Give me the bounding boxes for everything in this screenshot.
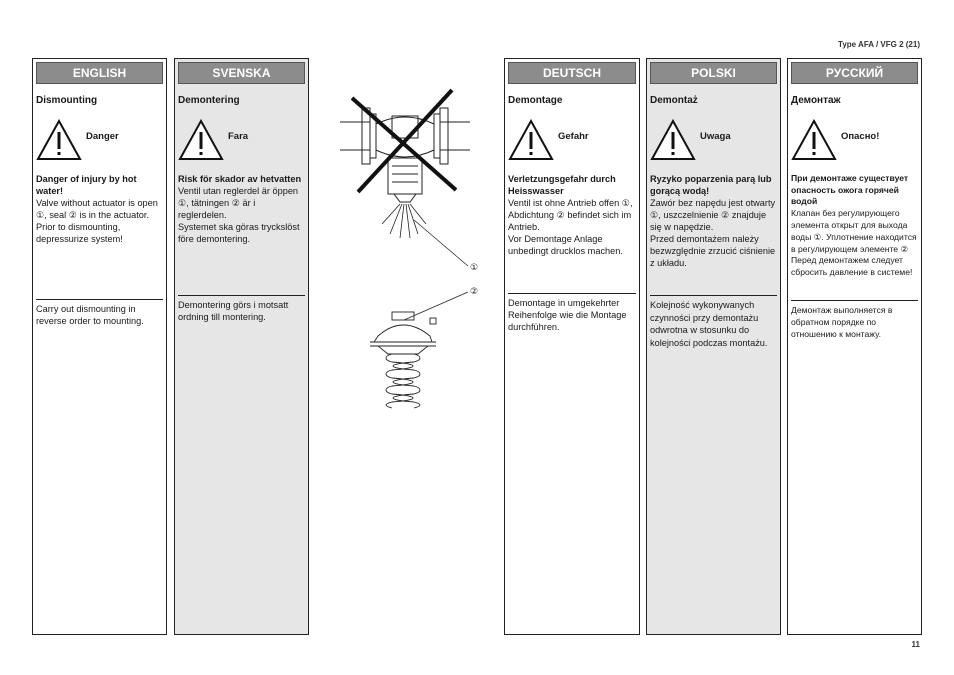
section-title: Demontage (508, 95, 563, 106)
cross-line (358, 90, 452, 192)
warning-label: Uwaga (700, 131, 731, 142)
column-header: ENGLISH (36, 62, 163, 84)
column-polski (646, 58, 781, 635)
warning-block (791, 117, 918, 163)
divider (508, 293, 636, 294)
warning-block (178, 117, 305, 163)
column-header: POLSKI (650, 62, 777, 84)
lower-text: Carry out dismounting in reverse order to mounting. (36, 304, 144, 326)
callout-2: ② (470, 287, 479, 297)
section-title: Demontering (178, 95, 240, 106)
column-english (32, 58, 167, 635)
risk-text: При демонтаже существует опасность ожога горячей водой (791, 172, 909, 207)
warning-label: Danger (86, 131, 119, 142)
column-header: SVENSKA (178, 62, 305, 84)
divider (36, 299, 163, 300)
lower-text: Demontering görs i motsatt ordning till montering. (178, 300, 289, 322)
body-text: Ventil ist ohne Antrieb offen ①, Abdichtung ② befindet sich im Antrieb. Vor Demontage Anlage unbedingt drucklos machen. (508, 198, 633, 256)
lower-text: Kolejność wykonywanych czynności przy demontażu odwrotna w stosunku do kolejności podczas montażu. (650, 300, 768, 348)
divider (178, 295, 305, 296)
warning-triangle-icon (650, 119, 696, 161)
column-deutsch (504, 58, 640, 635)
warning-triangle-icon (791, 119, 837, 161)
warning-triangle-icon (178, 119, 224, 161)
column-header: РУССКИЙ (791, 62, 918, 84)
page-number: 11 (911, 640, 920, 649)
callout-line-1 (414, 220, 468, 266)
water-spray (382, 204, 426, 238)
warning-block (650, 117, 777, 163)
warning-label: Опасно! (841, 130, 880, 142)
lower-text: Демонтаж выполняется в обратном порядке по отношению к монтажу. (791, 305, 893, 339)
risk-text: Ryzyko poparzenia parą lub gorącą wodą! (650, 174, 772, 196)
risk-text: Verletzungsgefahr durch Heisswasser (508, 174, 616, 196)
body-text: Ventil utan reglerdel är öppen ①, tätningen ② är i reglerdelen. Systemet ska göras tryckslöst före demontering. (178, 186, 300, 244)
body-text: Zawór bez napędu jest otwarty ①, uszczelnienie ② znajduje się w napędzie. Przed demontażem należy bezwzględnie zrzucić ciśnienie z układu. (650, 198, 776, 268)
section-title: Dismounting (36, 95, 98, 106)
divider (650, 295, 777, 296)
column-russian (787, 58, 922, 635)
warning-triangle-icon (508, 119, 554, 161)
warning-block (36, 117, 163, 163)
risk-text: Danger of injury by hot water! (36, 174, 137, 196)
column-svenska (174, 58, 309, 635)
body-text: Клапан без регулирующего элемента открыт для выхода воды ①. Уплотнение находится в регулирующем элементе ② Перед демонтажем следует сбросить давление в системе! (791, 208, 917, 278)
callout-1: ① (470, 263, 479, 273)
warning-label: Gefahr (558, 131, 589, 142)
actuator-drawing (370, 312, 436, 408)
divider (791, 300, 918, 301)
warning-block (508, 117, 636, 163)
warning-label: Fara (228, 131, 249, 142)
risk-text: Risk för skador av hetvatten (178, 174, 302, 184)
valve-illustration (330, 88, 490, 418)
column-header: DEUTSCH (508, 62, 636, 84)
warning-triangle-icon (36, 119, 82, 161)
document-type-label: Type AFA / VFG 2 (21) (838, 40, 920, 49)
body-text: Valve without actuator is open ①, seal ② is in the actuator. Prior to dismounting, depressurize system! (36, 198, 158, 244)
section-title: Демонтаж (791, 95, 841, 106)
section-title: Demontaż (650, 95, 698, 106)
lower-text: Demontage in umgekehrter Reihenfolge wie die Montage durchführen. (508, 298, 627, 332)
